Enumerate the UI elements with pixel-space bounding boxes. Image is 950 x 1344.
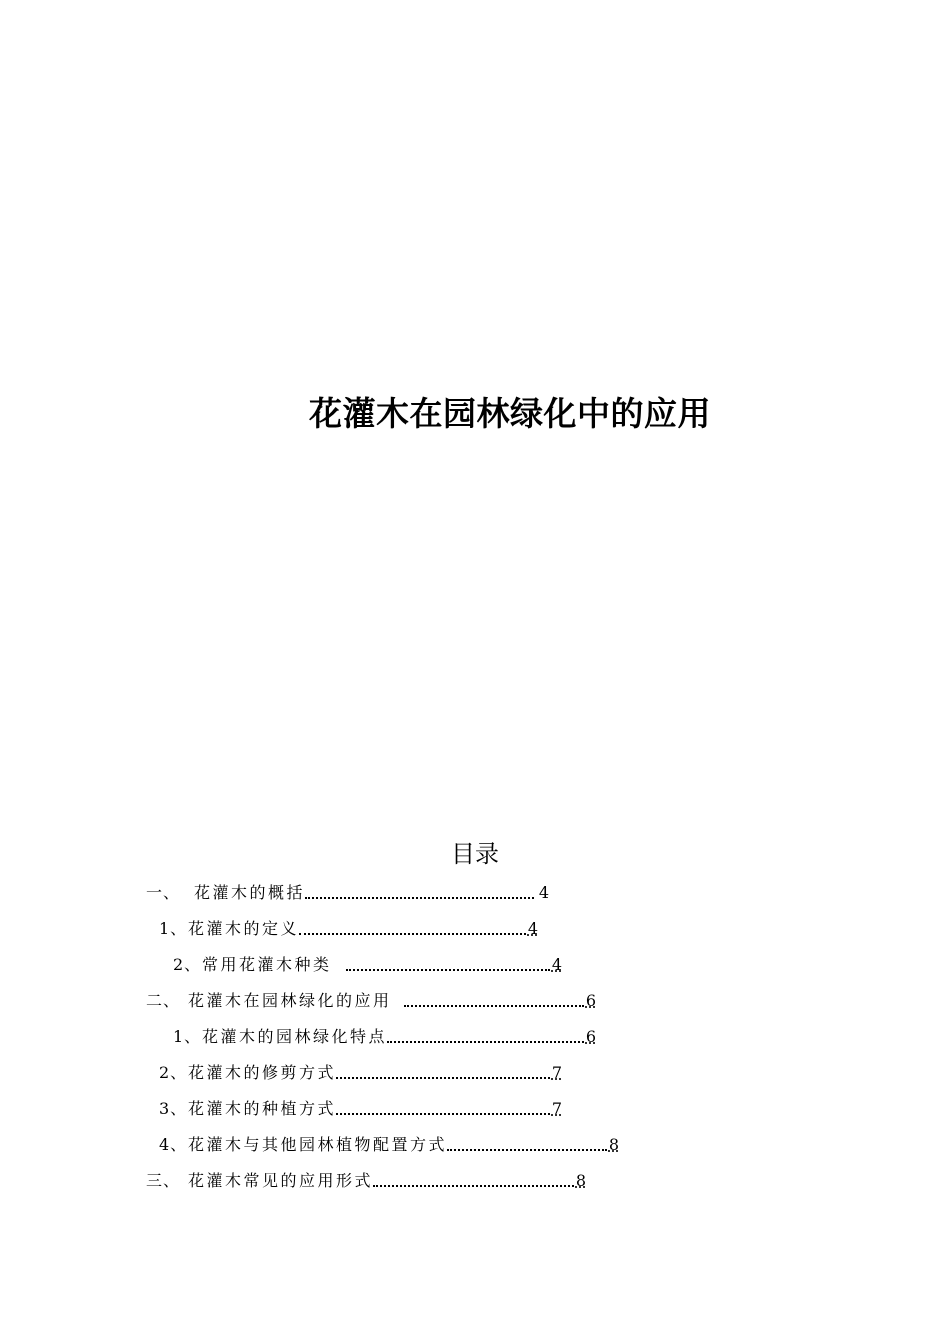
toc-entry[interactable] bbox=[146, 880, 549, 904]
toc-entry[interactable] bbox=[146, 988, 596, 1012]
toc-entry-number: 1、 bbox=[173, 1027, 202, 1046]
toc-entry-label: 花灌木的概括 bbox=[194, 883, 306, 902]
toc-entry-label: 花灌木的种植方式 bbox=[188, 1099, 337, 1118]
toc-entry[interactable] bbox=[159, 1060, 562, 1084]
toc-dot-leader bbox=[346, 965, 550, 971]
toc-heading: 目录 bbox=[451, 840, 499, 868]
toc-dot-leader bbox=[387, 1037, 584, 1043]
toc-entry-number: 一、 bbox=[146, 883, 181, 902]
toc-dot-leader bbox=[299, 929, 526, 935]
toc-entry-page: 4 bbox=[538, 883, 549, 902]
toc-dot-leader bbox=[404, 1001, 584, 1007]
toc-entry[interactable] bbox=[159, 916, 538, 940]
toc-entry[interactable] bbox=[146, 1168, 586, 1192]
toc-entry-label: 花灌木在园林绿化的应用 bbox=[188, 991, 392, 1010]
toc-entry-label: 花灌木的修剪方式 bbox=[188, 1063, 337, 1082]
toc-dot-leader bbox=[305, 893, 534, 899]
toc-entry-page: 4 bbox=[551, 955, 562, 974]
toc-entry-page: 7 bbox=[551, 1099, 562, 1118]
toc-entry[interactable] bbox=[173, 1024, 596, 1048]
toc-entry-label: 花灌木的园林绿化特点 bbox=[202, 1027, 388, 1046]
toc-entry-number: 2、 bbox=[173, 955, 202, 974]
toc-entry-number: 二、 bbox=[146, 991, 181, 1010]
toc-entry-number: 3、 bbox=[159, 1099, 188, 1118]
toc-entry[interactable] bbox=[159, 1132, 619, 1156]
toc-dot-leader bbox=[373, 1181, 574, 1187]
toc-entry-page: 7 bbox=[551, 1063, 562, 1082]
toc-entry-label: 花灌木与其他园林植物配置方式 bbox=[188, 1135, 448, 1154]
toc-entry[interactable] bbox=[159, 1096, 562, 1120]
toc-dot-leader bbox=[447, 1145, 607, 1151]
toc-entry[interactable] bbox=[173, 952, 562, 976]
toc-entry-page: 6 bbox=[585, 991, 596, 1010]
toc-dot-leader bbox=[336, 1073, 550, 1079]
toc-entry-label: 常用花灌木种类 bbox=[202, 955, 332, 974]
toc-entry-page: 4 bbox=[527, 919, 538, 938]
document-title: 花灌木在园林绿化中的应用 bbox=[309, 394, 711, 434]
toc-entry-number: 4、 bbox=[159, 1135, 188, 1154]
toc-entry-label: 花灌木的定义 bbox=[188, 919, 300, 938]
toc-dot-leader bbox=[336, 1109, 550, 1115]
toc-entry-number: 三、 bbox=[146, 1171, 181, 1190]
toc-entry-number: 2、 bbox=[159, 1063, 188, 1082]
toc-entry-number: 1、 bbox=[159, 919, 188, 938]
toc-entry-page: 8 bbox=[608, 1135, 619, 1154]
toc-entry-page: 8 bbox=[575, 1171, 586, 1190]
toc-entry-page: 6 bbox=[585, 1027, 596, 1046]
toc-entry-label: 花灌木常见的应用形式 bbox=[188, 1171, 374, 1190]
